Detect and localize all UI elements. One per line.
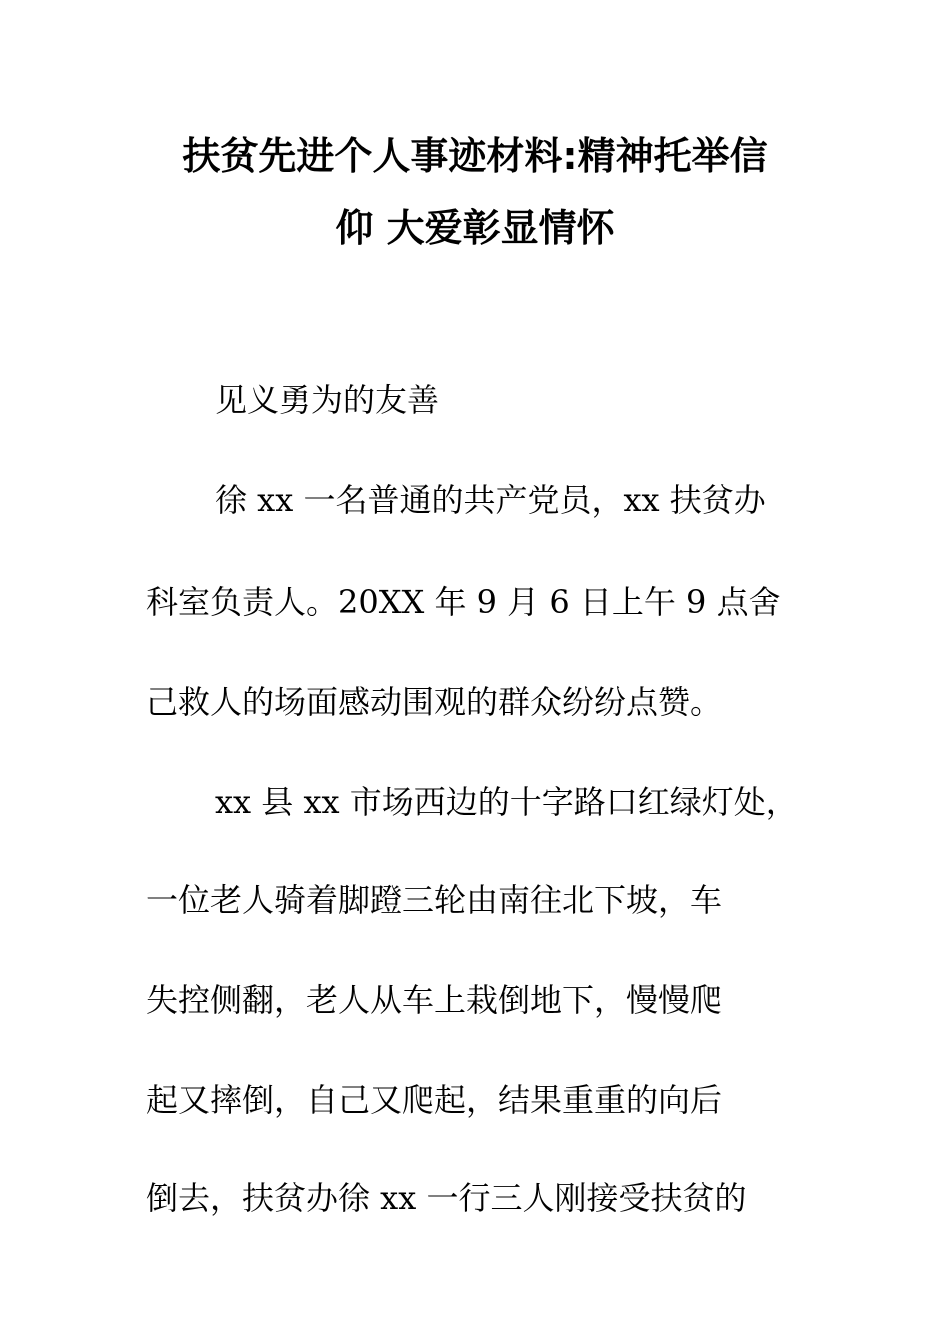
- document-title-line-2: 仰 大爱彰显情怀: [335, 206, 615, 250]
- document-title-line-1: 扶贫先进个人事迹材料:精神托举信: [182, 134, 768, 178]
- body-line: 己救人的场面感动围观的群众纷纷点赞。: [146, 683, 723, 721]
- body-line: 倒去，扶贫办徐 xx 一行三人刚接受扶贫的: [146, 1179, 747, 1217]
- body-line: 徐 xx 一名普通的共产党员，xx 扶贫办: [215, 481, 766, 519]
- body-line: xx 县 xx 市场西边的十字路口红绿灯处，: [215, 783, 798, 821]
- section-heading: 见义勇为的友善: [215, 381, 440, 419]
- body-line: 科室负责人。20XX 年 9 月 6 日上午 9 点舍: [146, 583, 781, 621]
- body-line: 失控侧翻，老人从车上栽倒地下，慢慢爬: [146, 981, 723, 1019]
- body-line: 起又摔倒，自己又爬起，结果重重的向后: [146, 1081, 723, 1119]
- body-line: 一位老人骑着脚蹬三轮由南往北下坡，车: [146, 881, 723, 919]
